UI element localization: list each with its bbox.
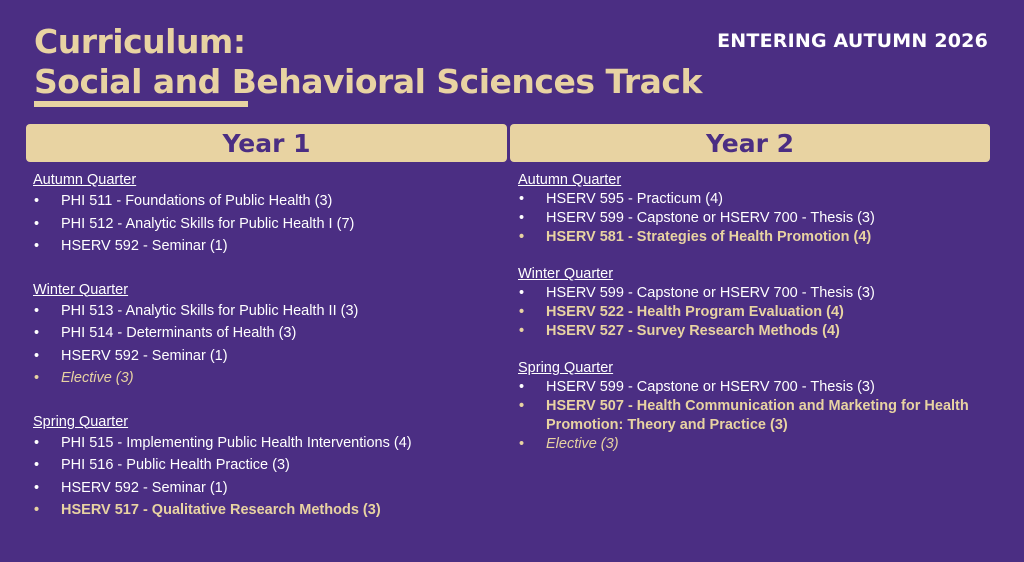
course-item: • PHI 514 - Determinants of Health (3): [33, 322, 503, 345]
course-item: • PHI 511 - Foundations of Public Health (3): [33, 190, 503, 213]
y2-winter-quarter: [518, 264, 988, 341]
course-item: • PHI 515 - Implementing Public Health Interventions (4): [33, 432, 503, 455]
title-line-2: Social and Behavioral Sciences Track: [34, 62, 702, 101]
course-item: • PHI 516 - Public Health Practice (3): [33, 454, 503, 477]
course-list: [33, 190, 503, 258]
title-line-1: Curriculum:: [34, 22, 246, 61]
page-title: [34, 22, 702, 102]
quarter-heading: Winter Quarter: [33, 281, 129, 298]
y2-autumn-quarter: [518, 170, 988, 247]
course-item: • HSERV 595 - Practicum (4): [518, 190, 988, 209]
course-item-highlighted: • HSERV 581 - Strategies of Health Promotion (4): [518, 228, 988, 247]
course-list: [33, 300, 503, 390]
y1-winter-quarter: [33, 280, 503, 390]
course-item: • HSERV 599 - Capstone or HSERV 700 - Thesis (3): [518, 284, 988, 303]
course-list: [33, 432, 503, 522]
course-item: • HSERV 599 - Capstone or HSERV 700 - Thesis (3): [518, 378, 988, 397]
title-underline: [34, 101, 248, 107]
y2-spring-quarter: [518, 358, 988, 454]
course-item-elective: • Elective (3): [33, 367, 503, 390]
y1-autumn-quarter: [33, 170, 503, 258]
course-item: • PHI 512 - Analytic Skills for Public Health I (7): [33, 213, 503, 236]
course-item-highlighted: • HSERV 527 - Survey Research Methods (4): [518, 322, 988, 341]
year-2-column: [518, 170, 988, 471]
year-2-header: Year 2: [510, 124, 990, 162]
quarter-heading: Winter Quarter: [518, 266, 614, 282]
quarter-heading: Autumn Quarter: [518, 172, 622, 188]
course-item-elective: • Elective (3): [518, 435, 988, 454]
year-1-column: [33, 170, 503, 544]
quarter-heading: Spring Quarter: [518, 360, 614, 376]
course-item: • HSERV 599 - Capstone or HSERV 700 - Thesis (3): [518, 209, 988, 228]
quarter-heading: Autumn Quarter: [33, 172, 137, 188]
course-list: [518, 284, 988, 341]
course-item-highlighted: • HSERV 522 - Health Program Evaluation (4): [518, 303, 988, 322]
course-item: • HSERV 592 - Seminar (1): [33, 477, 503, 500]
y1-spring-quarter: [33, 412, 503, 522]
course-list: [518, 190, 988, 247]
course-item-highlighted: • HSERV 517 - Qualitative Research Methods (3): [33, 499, 503, 522]
course-item: • HSERV 592 - Seminar (1): [33, 235, 503, 258]
course-item: • PHI 513 - Analytic Skills for Public Health II (3): [33, 300, 503, 323]
year-1-header: Year 1: [26, 124, 507, 162]
entering-label: ENTERING AUTUMN 2026: [717, 30, 988, 52]
course-item: • HSERV 592 - Seminar (1): [33, 345, 503, 368]
course-list: [518, 378, 988, 454]
quarter-heading: Spring Quarter: [33, 413, 129, 430]
course-item-highlighted: • HSERV 507 - Health Communication and Marketing for Health Promotion: Theory and Practice (3): [518, 397, 988, 435]
